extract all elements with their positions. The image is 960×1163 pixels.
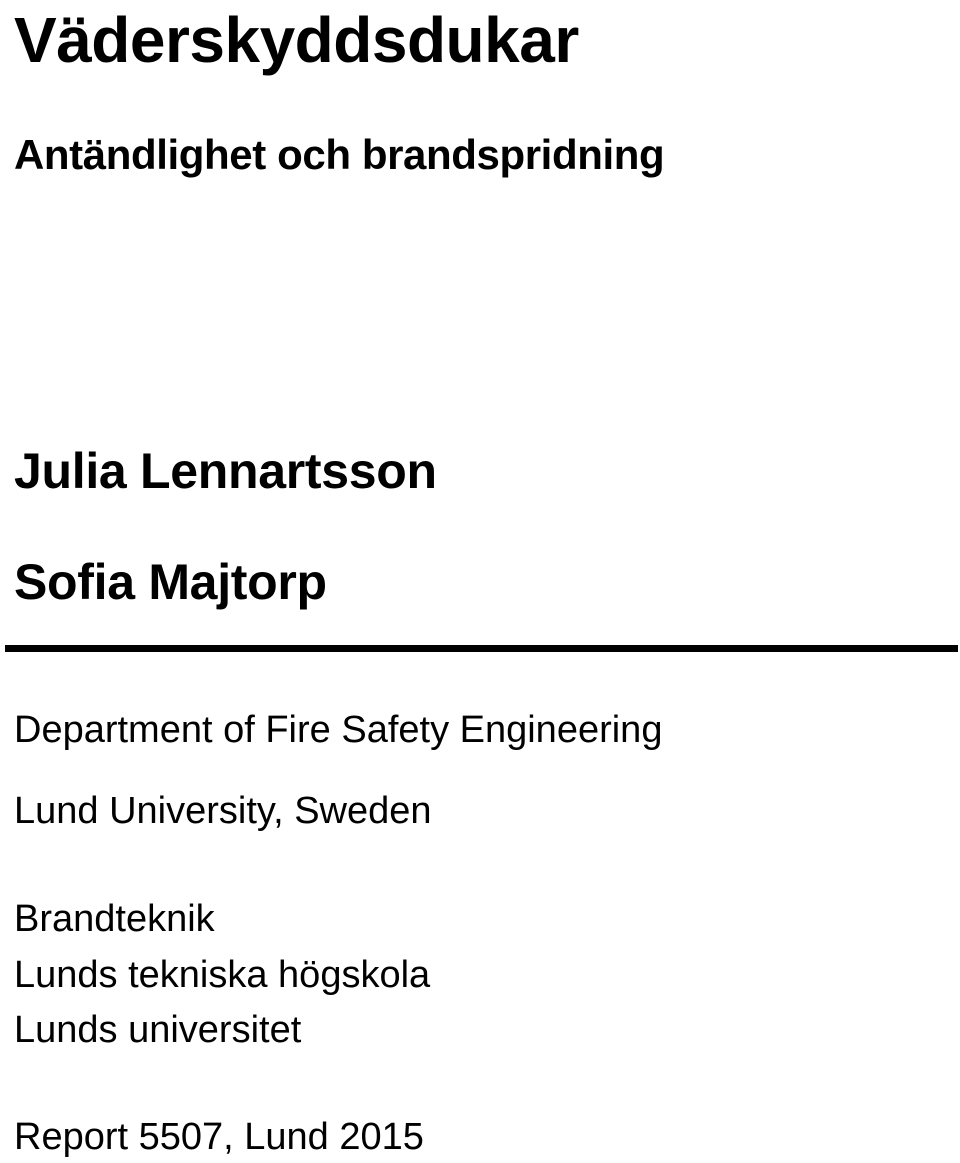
university-swedish: Lunds universitet xyxy=(14,1009,302,1051)
author-name-2: Sofia Majtorp xyxy=(14,554,327,610)
author-name-1: Julia Lennartsson xyxy=(14,443,437,499)
horizontal-divider xyxy=(5,645,958,652)
report-number: Report 5507, Lund 2015 xyxy=(14,1116,424,1158)
university-english: Lund University, Sweden xyxy=(14,790,432,832)
department-english: Department of Fire Safety Engineering xyxy=(14,709,663,751)
department-swedish: Brandteknik xyxy=(14,898,215,940)
report-title: Väderskyddsdukar xyxy=(14,4,579,76)
faculty-swedish: Lunds tekniska högskola xyxy=(14,954,431,996)
report-subtitle: Antändlighet och brandspridning xyxy=(14,131,665,178)
